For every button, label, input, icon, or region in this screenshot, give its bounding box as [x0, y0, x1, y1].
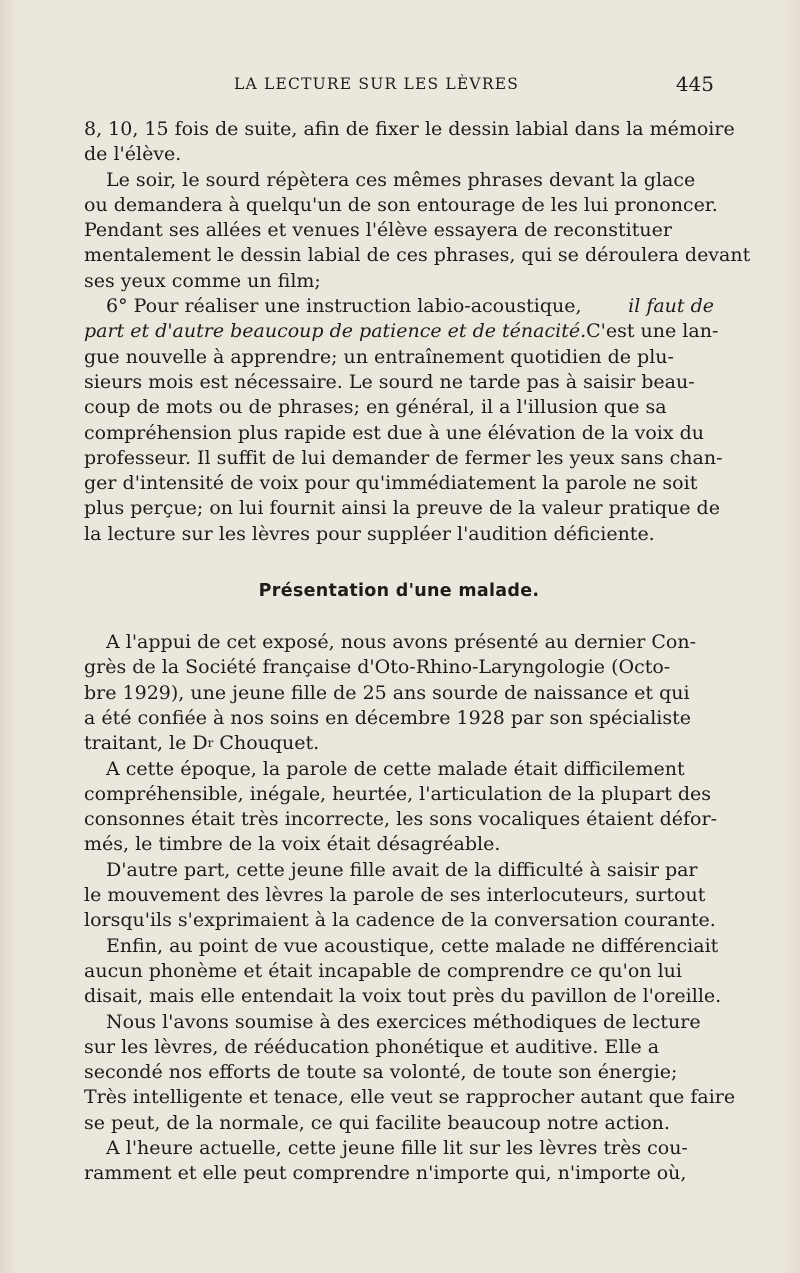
- text-line: 8, 10, 15 fois de suite, afin de fixer le dessin labial dans la mémoire: [84, 118, 735, 140]
- text-line: Nous l'avons soumise à des exercices méthodiques de lecture: [106, 1010, 701, 1033]
- text-line: Enfin, au point de vue acoustique, cette malade ne différenciait: [106, 934, 719, 957]
- text-line: Très intelligente et tenace, elle veut se rapprocher autant que faire: [84, 1086, 736, 1109]
- text-line: ramment et elle peut comprendre n'importe qui, n'importe où,: [84, 1162, 687, 1185]
- text-line: coup de mots ou de phrases; en général, il a l'illusion que sa: [84, 396, 667, 419]
- text-line: [84, 319, 719, 344]
- text-line: Le soir, le sourd répètera ces mêmes phrases devant la glace: [106, 168, 696, 191]
- text-line: compréhension plus rapide est due à une élévation de la voix du: [84, 421, 705, 444]
- text-fragment: traitant, le D: [84, 732, 208, 755]
- superscript: r: [207, 736, 214, 751]
- text-line: professeur. Il suffit de lui demander de fermer les yeux sans chan-: [84, 446, 723, 469]
- text-line: de l'élève.: [84, 143, 182, 166]
- body-text: [84, 117, 751, 1187]
- text-line: sur les lèvres, de rééducation phonétique et auditive. Elle a: [84, 1035, 660, 1058]
- text-line: le mouvement des lèvres la parole de ses interlocuteurs, surtout: [84, 884, 706, 907]
- text-line: més, le timbre de la voix était désagréable.: [84, 833, 501, 856]
- running-head: LA LECTURE SUR LES LÈVRES: [234, 75, 520, 93]
- text-line: gue nouvelle à apprendre; un entraînement quotidien de plu-: [84, 345, 674, 368]
- text-line: Pendant ses allées et venues l'élève essayera de reconstituer: [84, 219, 672, 242]
- text-line: A l'appui de cet exposé, nous avons présenté au dernier Con-: [106, 631, 696, 654]
- text-line: ger d'intensité de voix pour qu'immédiatement la parole ne soit: [84, 472, 698, 495]
- text-line: consonnes était très incorrecte, les sons vocaliques étaient défor-: [84, 808, 718, 831]
- text-line: mentalement le dessin labial de ces phrases, qui se déroulera devant: [84, 244, 751, 267]
- text-line: secondé nos efforts de toute sa volonté, de toute son énergie;: [84, 1061, 678, 1084]
- text-fragment: C'est une lan-: [586, 320, 719, 343]
- text-line: plus perçue; on lui fournit ainsi la preuve de la valeur pratique de: [84, 497, 720, 520]
- text-line: a été confiée à nos soins en décembre 1928 par son spécialiste: [84, 706, 691, 729]
- text-line: se peut, de la normale, ce qui facilite beaucoup notre action.: [84, 1111, 670, 1134]
- text-line: ses yeux comme un film;: [84, 269, 321, 292]
- text-fragment: Chouquet.: [213, 732, 320, 755]
- text-line: A cette époque, la parole de cette malade était difficilement: [106, 757, 685, 780]
- text-line: aucun phonème et était incapable de comprendre ce qu'on lui: [84, 959, 682, 982]
- text-line: la lecture sur les lèvres pour suppléer l'audition déficiente.: [84, 522, 655, 545]
- section-heading-block: [84, 547, 714, 630]
- text-line: disait, mais elle entendait la voix tout près du pavillon de l'oreille.: [84, 985, 722, 1008]
- text-line: ou demandera à quelqu'un de son entourage de les lui prononcer.: [84, 193, 718, 216]
- page-header: [84, 72, 714, 100]
- italic-fragment: il faut de: [628, 295, 714, 318]
- text-line: [84, 731, 714, 756]
- italic-fragment: part et d'autre beaucoup de patience et de ténacité.: [84, 320, 587, 343]
- text-line: sieurs mois est nécessaire. Le sourd ne tarde pas à saisir beau-: [84, 370, 695, 393]
- text-line: D'autre part, cette jeune fille avait de la difficulté à saisir par: [106, 858, 698, 881]
- text-line: A l'heure actuelle, cette jeune fille lit sur les lèvres très cou-: [106, 1136, 688, 1159]
- text-line: bre 1929), une jeune fille de 25 ans sourde de naissance et qui: [84, 681, 690, 704]
- page-number: 445: [675, 72, 714, 96]
- text-line: lorsqu'ils s'exprimaient à la cadence de la conversation courante.: [84, 909, 716, 932]
- text-line: compréhensible, inégale, heurtée, l'articulation de la plupart des: [84, 782, 712, 805]
- text-line: [84, 294, 714, 319]
- section-heading: Présentation d'une malade.: [258, 581, 540, 602]
- text-fragment: 6° Pour réaliser une instruction labio-acoustique,: [106, 295, 582, 318]
- text-line: grès de la Société française d'Oto-Rhino-Laryngologie (Octo-: [84, 656, 671, 679]
